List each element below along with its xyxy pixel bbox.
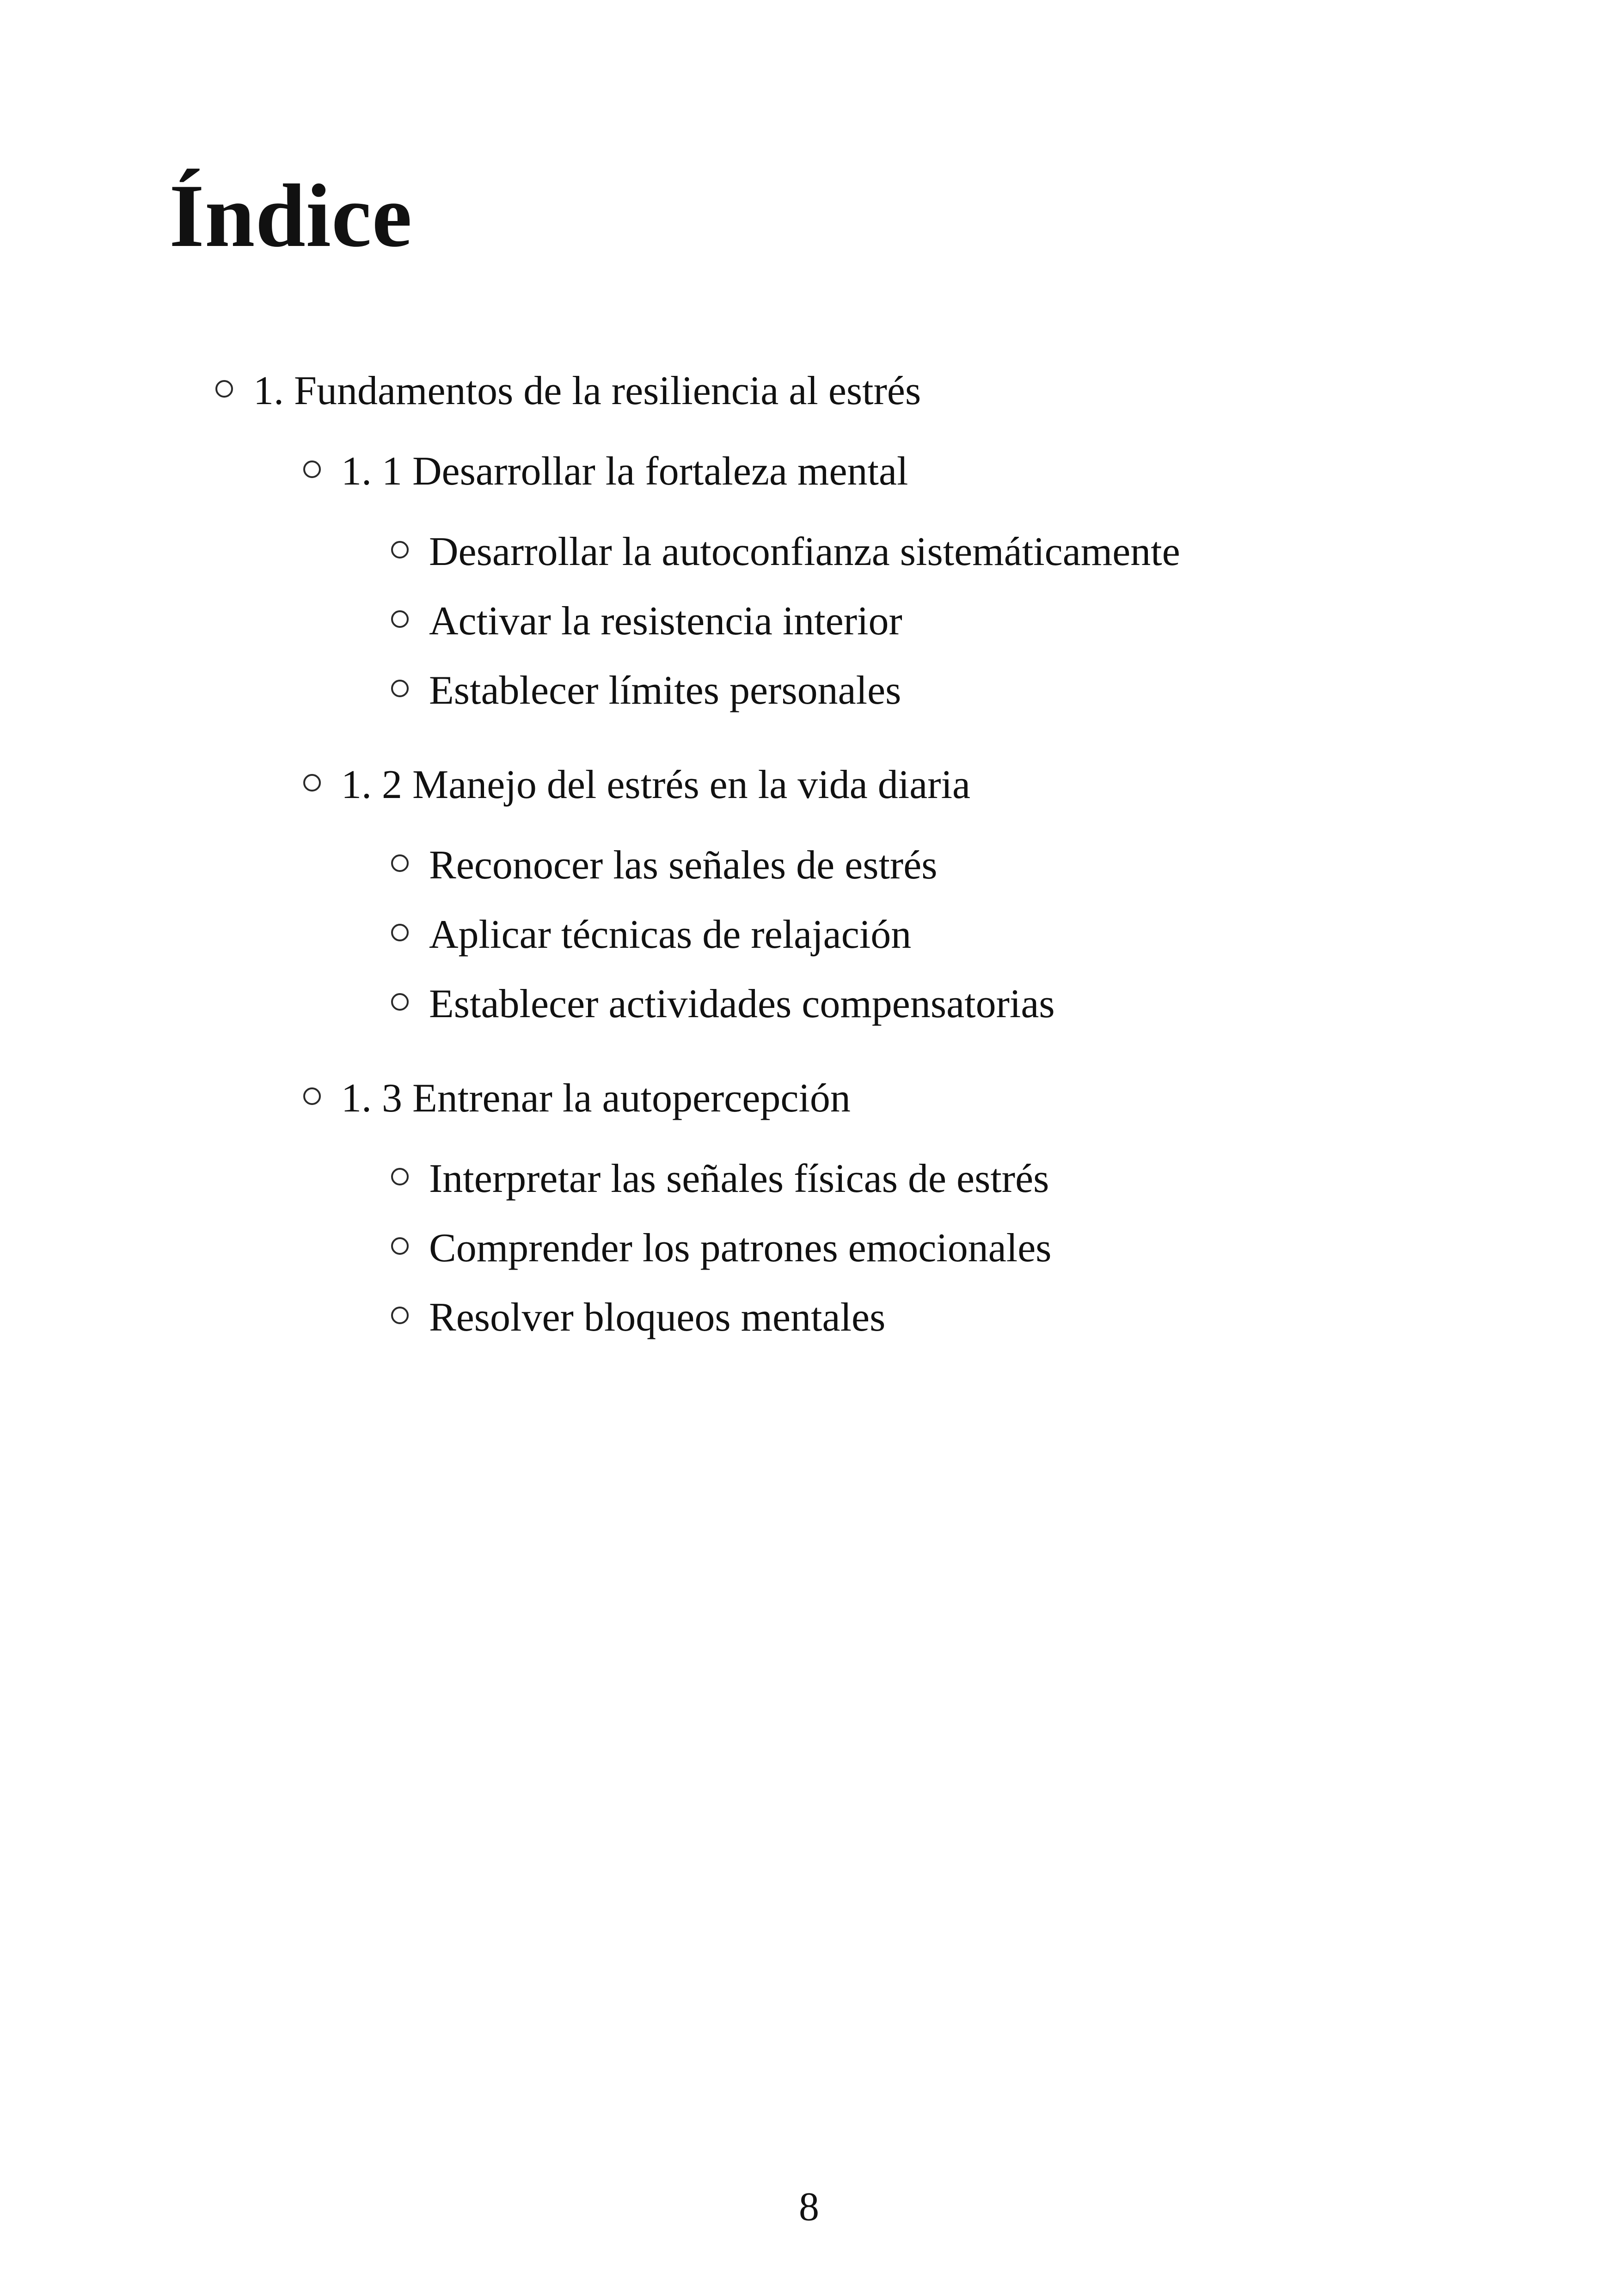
toc-item-label: Reconocer las señales de estrés: [429, 843, 938, 888]
toc-item[interactable]: [391, 670, 901, 711]
circle-bullet-icon: [215, 380, 233, 398]
circle-bullet-icon: [391, 854, 409, 872]
toc-item[interactable]: [391, 601, 902, 642]
page-title: Índice: [169, 166, 413, 266]
circle-bullet-icon: [303, 774, 321, 792]
circle-bullet-icon: [391, 993, 409, 1011]
toc-section-label: 1. 3 Entrenar la autopercepción: [341, 1076, 851, 1121]
toc-item-label: Establecer límites personales: [429, 668, 901, 713]
toc-item[interactable]: [391, 529, 1180, 574]
toc-item-label: Desarrollar la autoconfianza sistemáticamente: [429, 529, 1180, 574]
circle-bullet-icon: [391, 1307, 409, 1324]
circle-bullet-icon: [303, 460, 321, 478]
toc-item[interactable]: [391, 845, 938, 886]
toc-section-1-1[interactable]: [303, 451, 908, 492]
circle-bullet-icon: [391, 541, 409, 559]
toc-item[interactable]: [391, 1228, 1052, 1269]
toc-item-label: Resolver bloqueos mentales: [429, 1295, 886, 1340]
toc-item-label: Establecer actividades compensatorias: [429, 982, 1055, 1026]
page-number: 8: [799, 2185, 819, 2229]
circle-bullet-icon: [303, 1087, 321, 1105]
toc-item-label: Aplicar técnicas de relajación: [429, 912, 912, 957]
toc-item[interactable]: [391, 912, 912, 957]
toc-item-label: Comprender los patrones emocionales: [429, 1226, 1052, 1271]
toc-section-label: 1. 1 Desarrollar la fortaleza mental: [341, 449, 908, 494]
circle-bullet-icon: [391, 610, 409, 628]
toc-chapter-1[interactable]: [215, 368, 921, 413]
toc-item[interactable]: [391, 1297, 885, 1338]
toc-item-label: Interpretar las señales físicas de estrés: [429, 1156, 1049, 1201]
toc-item[interactable]: [391, 1156, 1049, 1201]
circle-bullet-icon: [391, 924, 409, 941]
circle-bullet-icon: [391, 1168, 409, 1185]
circle-bullet-icon: [391, 1237, 409, 1255]
toc-item-label: Activar la resistencia interior: [429, 599, 902, 644]
toc-chapter-label: 1. Fundamentos de la resiliencia al estrés: [253, 368, 921, 413]
circle-bullet-icon: [391, 680, 409, 697]
toc-section-label: 1. 2 Manejo del estrés en la vida diaria: [341, 762, 971, 807]
toc-section-1-2[interactable]: [303, 762, 971, 807]
toc-section-1-3[interactable]: [303, 1078, 851, 1119]
toc-item[interactable]: [391, 984, 1055, 1025]
